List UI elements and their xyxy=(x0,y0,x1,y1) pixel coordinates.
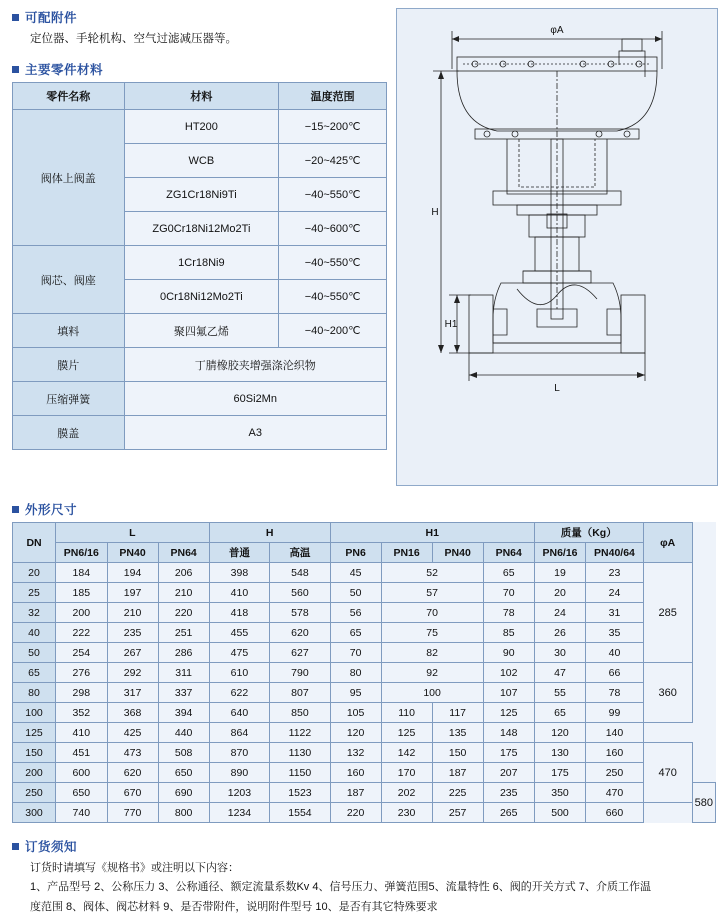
dim-cell: 47 xyxy=(534,663,585,683)
dim-cell: 160 xyxy=(586,743,643,763)
table-row xyxy=(13,314,387,348)
dimensions-header-row-1 xyxy=(13,523,716,543)
dim-cell: 311 xyxy=(158,663,209,683)
materials-value: 1Cr18Ni9 xyxy=(124,246,279,280)
dim-cell: 1150 xyxy=(270,763,331,783)
dim-cell: 770 xyxy=(107,803,158,823)
dim-cell: 470 xyxy=(586,783,643,803)
order-line-2: 1、产品型号 2、公称压力 3、公称通径、额定流量系数Kv 4、信号压力、弹簧范围5、流量特性 6、阀的开关方式 7、介质工作温 xyxy=(30,881,651,894)
dim-dn: 250 xyxy=(13,783,56,803)
dim-cell: 31 xyxy=(586,603,643,623)
dim-cell: 870 xyxy=(209,743,270,763)
dim-cell: 120 xyxy=(534,723,585,743)
bullet-square-icon xyxy=(12,843,19,850)
dim-cell: 57 xyxy=(381,583,483,603)
dim-cell: 620 xyxy=(270,623,331,643)
dim-cell: 52 xyxy=(381,563,483,583)
dim-col-l: L xyxy=(56,523,210,543)
dim-cell: 24 xyxy=(534,603,585,623)
table-row xyxy=(13,683,716,703)
materials-value: A3 xyxy=(124,416,386,450)
dim-cell: 78 xyxy=(586,683,643,703)
dim-cell: 807 xyxy=(270,683,331,703)
dim-dn: 200 xyxy=(13,763,56,783)
dim-cell: 451 xyxy=(56,743,107,763)
materials-temp: −40~550℃ xyxy=(279,178,387,212)
table-row xyxy=(13,563,716,583)
dim-col-weight: 质量（Kg） xyxy=(534,523,643,543)
dim-cell: 230 xyxy=(381,803,432,823)
dim-dn: 65 xyxy=(13,663,56,683)
dim-cell: 45 xyxy=(330,563,381,583)
materials-temp: −40~550℃ xyxy=(279,280,387,314)
dim-cell: 90 xyxy=(483,643,534,663)
dim-cell: 110 xyxy=(381,703,432,723)
dim-cell: 23 xyxy=(586,563,643,583)
dim-cell: 194 xyxy=(107,563,158,583)
order-heading xyxy=(12,837,716,855)
table-row xyxy=(13,783,716,803)
table-row xyxy=(13,416,387,450)
dim-cell: 170 xyxy=(381,763,432,783)
dim-cell: 418 xyxy=(209,603,270,623)
dim-cell: 298 xyxy=(56,683,107,703)
dim-sub-h-1: 高温 xyxy=(270,543,331,563)
dim-dn: 100 xyxy=(13,703,56,723)
accessories-title: 可配附件 xyxy=(25,11,78,25)
dim-cell: 210 xyxy=(107,603,158,623)
dim-dn: 80 xyxy=(13,683,56,703)
dim-cell: 210 xyxy=(158,583,209,603)
dim-phia: 285 xyxy=(643,563,692,663)
dim-cell: 235 xyxy=(483,783,534,803)
materials-group-label: 填料 xyxy=(13,314,125,348)
dim-cell: 222 xyxy=(56,623,107,643)
dim-phia: 580 xyxy=(692,783,715,823)
table-row xyxy=(13,663,716,683)
dim-cell: 1234 xyxy=(209,803,270,823)
dim-col-dn: DN xyxy=(13,523,56,563)
dim-cell: 548 xyxy=(270,563,331,583)
table-row xyxy=(13,382,387,416)
dim-cell: 286 xyxy=(158,643,209,663)
materials-temp: −40~200℃ xyxy=(279,314,387,348)
dim-dn: 25 xyxy=(13,583,56,603)
dim-cell: 560 xyxy=(270,583,331,603)
materials-col-part: 零件名称 xyxy=(13,83,125,110)
dim-col-phia: φA xyxy=(643,523,692,563)
dim-cell: 117 xyxy=(432,703,483,723)
dimensions-heading xyxy=(12,500,716,518)
dim-cell: 690 xyxy=(158,783,209,803)
dim-dn: 50 xyxy=(13,643,56,663)
dim-cell: 30 xyxy=(534,643,585,663)
dim-cell: 225 xyxy=(432,783,483,803)
dim-cell: 276 xyxy=(56,663,107,683)
dim-cell: 19 xyxy=(534,563,585,583)
bullet-square-icon xyxy=(12,66,19,73)
table-row xyxy=(13,723,716,743)
materials-value: WCB xyxy=(124,144,279,178)
dim-cell: 105 xyxy=(330,703,381,723)
dim-sub-w-1: PN40/64 xyxy=(586,543,643,563)
dim-dn: 20 xyxy=(13,563,56,583)
dim-cell: 660 xyxy=(586,803,643,823)
table-row xyxy=(13,643,716,663)
dim-cell: 640 xyxy=(209,703,270,723)
dim-phia: 360 xyxy=(643,663,692,723)
dim-cell: 85 xyxy=(483,623,534,643)
materials-temp: −40~550℃ xyxy=(279,246,387,280)
dim-cell: 500 xyxy=(534,803,585,823)
dim-cell: 620 xyxy=(107,763,158,783)
dim-sub-h1-0: PN6 xyxy=(330,543,381,563)
dim-cell: 125 xyxy=(483,703,534,723)
materials-value: 聚四氟乙烯 xyxy=(124,314,279,348)
accessories-text: 定位器、手轮机构、空气过滤减压器等。 xyxy=(30,33,237,45)
dim-cell: 1122 xyxy=(270,723,331,743)
materials-col-material: 材料 xyxy=(124,83,279,110)
dim-cell: 235 xyxy=(107,623,158,643)
materials-temp: −15~200℃ xyxy=(279,110,387,144)
dim-cell: 206 xyxy=(158,563,209,583)
dim-cell: 185 xyxy=(56,583,107,603)
dim-cell: 475 xyxy=(209,643,270,663)
dim-cell: 790 xyxy=(270,663,331,683)
dim-cell: 740 xyxy=(56,803,107,823)
dim-cell: 55 xyxy=(534,683,585,703)
dim-cell: 82 xyxy=(381,643,483,663)
materials-temp: −40~600℃ xyxy=(279,212,387,246)
dim-cell: 610 xyxy=(209,663,270,683)
drawing-label-H: H xyxy=(431,207,439,218)
dim-cell: 850 xyxy=(270,703,331,723)
dim-cell: 102 xyxy=(483,663,534,683)
dim-cell: 197 xyxy=(107,583,158,603)
dim-cell: 425 xyxy=(107,723,158,743)
dim-cell: 65 xyxy=(483,563,534,583)
dim-cell: 650 xyxy=(56,783,107,803)
dim-cell: 100 xyxy=(381,683,483,703)
dim-cell: 440 xyxy=(158,723,209,743)
bullet-square-icon xyxy=(12,506,19,513)
materials-table xyxy=(12,82,387,450)
materials-group-label: 阀体上阀盖 xyxy=(13,110,125,246)
dim-sub-h1-2: PN40 xyxy=(432,543,483,563)
drawing-label-L: L xyxy=(554,383,560,394)
dim-cell: 26 xyxy=(534,623,585,643)
materials-heading xyxy=(12,60,392,78)
dim-sub-h1-3: PN64 xyxy=(483,543,534,563)
dim-cell: 207 xyxy=(483,763,534,783)
materials-value: ZG0Cr18Ni12Mo2Ti xyxy=(124,212,279,246)
dim-cell: 864 xyxy=(209,723,270,743)
dim-cell: 622 xyxy=(209,683,270,703)
dim-cell: 184 xyxy=(56,563,107,583)
dim-cell: 508 xyxy=(158,743,209,763)
dim-dn: 150 xyxy=(13,743,56,763)
dim-cell: 175 xyxy=(534,763,585,783)
table-row xyxy=(13,763,716,783)
materials-title: 主要零件材料 xyxy=(25,63,104,78)
dim-cell: 410 xyxy=(209,583,270,603)
dim-cell: 40 xyxy=(586,643,643,663)
dim-cell: 132 xyxy=(330,743,381,763)
table-row xyxy=(13,703,716,723)
dim-cell: 337 xyxy=(158,683,209,703)
dim-cell: 125 xyxy=(381,723,432,743)
dim-sub-w-0: PN6/16 xyxy=(534,543,585,563)
dim-cell: 250 xyxy=(586,763,643,783)
dim-cell: 265 xyxy=(483,803,534,823)
materials-col-temp: 温度范围 xyxy=(279,83,387,110)
dim-cell: 70 xyxy=(330,643,381,663)
materials-group-label: 压缩弹簧 xyxy=(13,382,125,416)
dim-cell: 95 xyxy=(330,683,381,703)
dimensions-header-row-2 xyxy=(13,543,716,563)
dim-cell: 220 xyxy=(158,603,209,623)
dim-cell: 135 xyxy=(432,723,483,743)
dim-cell: 150 xyxy=(432,743,483,763)
dimensions-table xyxy=(12,522,716,823)
dim-cell: 455 xyxy=(209,623,270,643)
dim-dn: 125 xyxy=(13,723,56,743)
dim-cell: 257 xyxy=(432,803,483,823)
materials-group-label: 阀芯、阀座 xyxy=(13,246,125,314)
dim-cell: 473 xyxy=(107,743,158,763)
dim-cell: 1203 xyxy=(209,783,270,803)
dim-cell: 99 xyxy=(586,703,643,723)
dim-cell: 627 xyxy=(270,643,331,663)
dim-cell: 92 xyxy=(381,663,483,683)
table-row xyxy=(13,110,387,144)
valve-drawing-panel xyxy=(396,8,718,486)
dim-dn: 32 xyxy=(13,603,56,623)
dim-cell: 175 xyxy=(483,743,534,763)
dim-cell: 20 xyxy=(534,583,585,603)
materials-group-label: 膜盖 xyxy=(13,416,125,450)
dim-dn: 40 xyxy=(13,623,56,643)
dim-cell: 107 xyxy=(483,683,534,703)
table-row xyxy=(13,603,716,623)
table-row xyxy=(13,348,387,382)
accessories-heading xyxy=(12,8,392,26)
dim-dn: 300 xyxy=(13,803,56,823)
dim-sub-h-0: 普通 xyxy=(209,543,270,563)
dim-cell: 142 xyxy=(381,743,432,763)
dim-cell: 251 xyxy=(158,623,209,643)
dim-cell: 670 xyxy=(107,783,158,803)
order-title: 订货须知 xyxy=(25,840,78,854)
dim-cell: 202 xyxy=(381,783,432,803)
dim-cell: 65 xyxy=(534,703,585,723)
dimensions-title: 外形尺寸 xyxy=(25,503,78,517)
dim-cell: 1130 xyxy=(270,743,331,763)
bullet-square-icon xyxy=(12,14,19,21)
dim-cell: 65 xyxy=(330,623,381,643)
dim-col-h: H xyxy=(209,523,330,543)
dim-cell: 50 xyxy=(330,583,381,603)
dim-cell: 220 xyxy=(330,803,381,823)
order-line-3: 度范围 8、阀体、阀芯材料 9、是否带附件，说明附件型号 10、是否有其它特殊要求 xyxy=(30,900,438,913)
dimensions-section xyxy=(0,500,726,823)
dim-sub-l-2: PN64 xyxy=(158,543,209,563)
dim-cell: 187 xyxy=(330,783,381,803)
table-row xyxy=(13,246,387,280)
table-row xyxy=(13,743,716,763)
materials-temp: −20~425℃ xyxy=(279,144,387,178)
dim-cell: 75 xyxy=(381,623,483,643)
dim-cell: 800 xyxy=(158,803,209,823)
drawing-label-phiA: φA xyxy=(550,25,564,36)
valve-drawing xyxy=(397,9,717,485)
dim-cell: 1554 xyxy=(270,803,331,823)
materials-value: ZG1Cr18Ni9Ti xyxy=(124,178,279,212)
dim-cell: 292 xyxy=(107,663,158,683)
dim-cell: 56 xyxy=(330,603,381,623)
order-line-1: 订货时请填写《规格书》或注明以下内容： xyxy=(30,862,239,874)
dim-cell: 160 xyxy=(330,763,381,783)
left-column xyxy=(12,8,392,486)
dim-cell: 410 xyxy=(56,723,107,743)
dim-sub-l-0: PN6/16 xyxy=(56,543,107,563)
table-row xyxy=(13,803,716,823)
dim-sub-h1-1: PN16 xyxy=(381,543,432,563)
dim-cell: 140 xyxy=(586,723,643,743)
dim-cell: 1523 xyxy=(270,783,331,803)
dim-cell: 148 xyxy=(483,723,534,743)
dim-cell: 200 xyxy=(56,603,107,623)
dim-sub-l-1: PN40 xyxy=(107,543,158,563)
dim-cell: 578 xyxy=(270,603,331,623)
dim-cell: 368 xyxy=(107,703,158,723)
materials-value: HT200 xyxy=(124,110,279,144)
dim-cell: 317 xyxy=(107,683,158,703)
dim-cell: 24 xyxy=(586,583,643,603)
materials-header-row xyxy=(13,83,387,110)
dim-cell: 350 xyxy=(534,783,585,803)
dim-cell: 78 xyxy=(483,603,534,623)
materials-value: 丁腈橡胶夹增强涤沦织物 xyxy=(124,348,386,382)
dim-cell: 267 xyxy=(107,643,158,663)
table-row xyxy=(13,623,716,643)
dim-cell: 650 xyxy=(158,763,209,783)
drawing-label-H1: H1 xyxy=(444,319,458,330)
dim-cell: 80 xyxy=(330,663,381,683)
dim-cell: 600 xyxy=(56,763,107,783)
dim-cell: 254 xyxy=(56,643,107,663)
dim-cell: 352 xyxy=(56,703,107,723)
dim-cell: 398 xyxy=(209,563,270,583)
dim-cell: 35 xyxy=(586,623,643,643)
dim-cell: 394 xyxy=(158,703,209,723)
table-row xyxy=(13,583,716,603)
dim-cell: 130 xyxy=(534,743,585,763)
dim-phia: 470 xyxy=(643,743,692,803)
dim-col-h1: H1 xyxy=(330,523,534,543)
dim-cell: 70 xyxy=(381,603,483,623)
materials-value: 60Si2Mn xyxy=(124,382,386,416)
materials-group-label: 膜片 xyxy=(13,348,125,382)
dim-cell: 120 xyxy=(330,723,381,743)
dim-cell: 890 xyxy=(209,763,270,783)
dim-cell: 66 xyxy=(586,663,643,683)
dim-cell: 187 xyxy=(432,763,483,783)
dim-cell: 70 xyxy=(483,583,534,603)
materials-value: 0Cr18Ni12Mo2Ti xyxy=(124,280,279,314)
order-notice-section xyxy=(0,823,726,917)
